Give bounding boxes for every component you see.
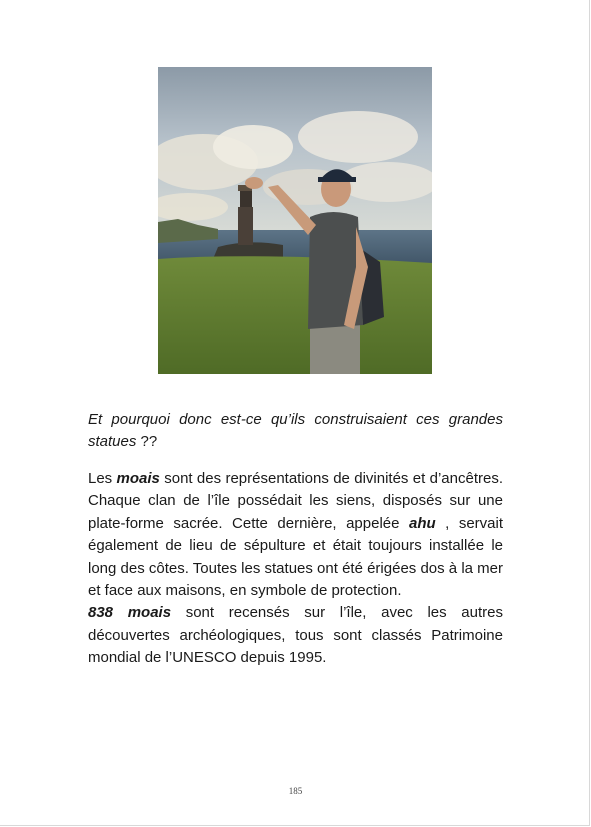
emphasis-838-moais: 838 moais — [88, 604, 172, 622]
paragraph-moais-description — [88, 468, 503, 602]
text-span: Les — [88, 470, 117, 487]
emphasis-moais: moais — [116, 470, 160, 487]
moai-photo — [158, 67, 432, 374]
text-span: , servait également de lieu de sépulture et était toujours installée le long des côtes. Toutes les statues ont été érigées dos à la mer et face aux maisons, en symbole de protection. — [88, 514, 503, 600]
emphasis-ahu: ahu — [408, 514, 436, 532]
question-text — [88, 409, 503, 454]
body-text — [88, 468, 503, 670]
paragraph-unesco — [88, 602, 503, 669]
question-marks: ?? — [136, 433, 158, 451]
question-sentence: Et pourquoi donc est-ce qu’ils construisaient ces grandes statues — [88, 411, 503, 451]
text-span: sont recensés sur l’île, avec les autres découvertes archéologiques, tous sont classés Patrimoine mondial de l’UNESCO depuis 1995. — [88, 604, 503, 667]
text-span: sont des représentations de divinités et d’ancêtres. Chaque clan de l’île possédait les siens, disposés sur une plate-forme sacrée. Cette dernière, appelée — [88, 470, 503, 532]
page-number: 185 — [288, 786, 303, 796]
